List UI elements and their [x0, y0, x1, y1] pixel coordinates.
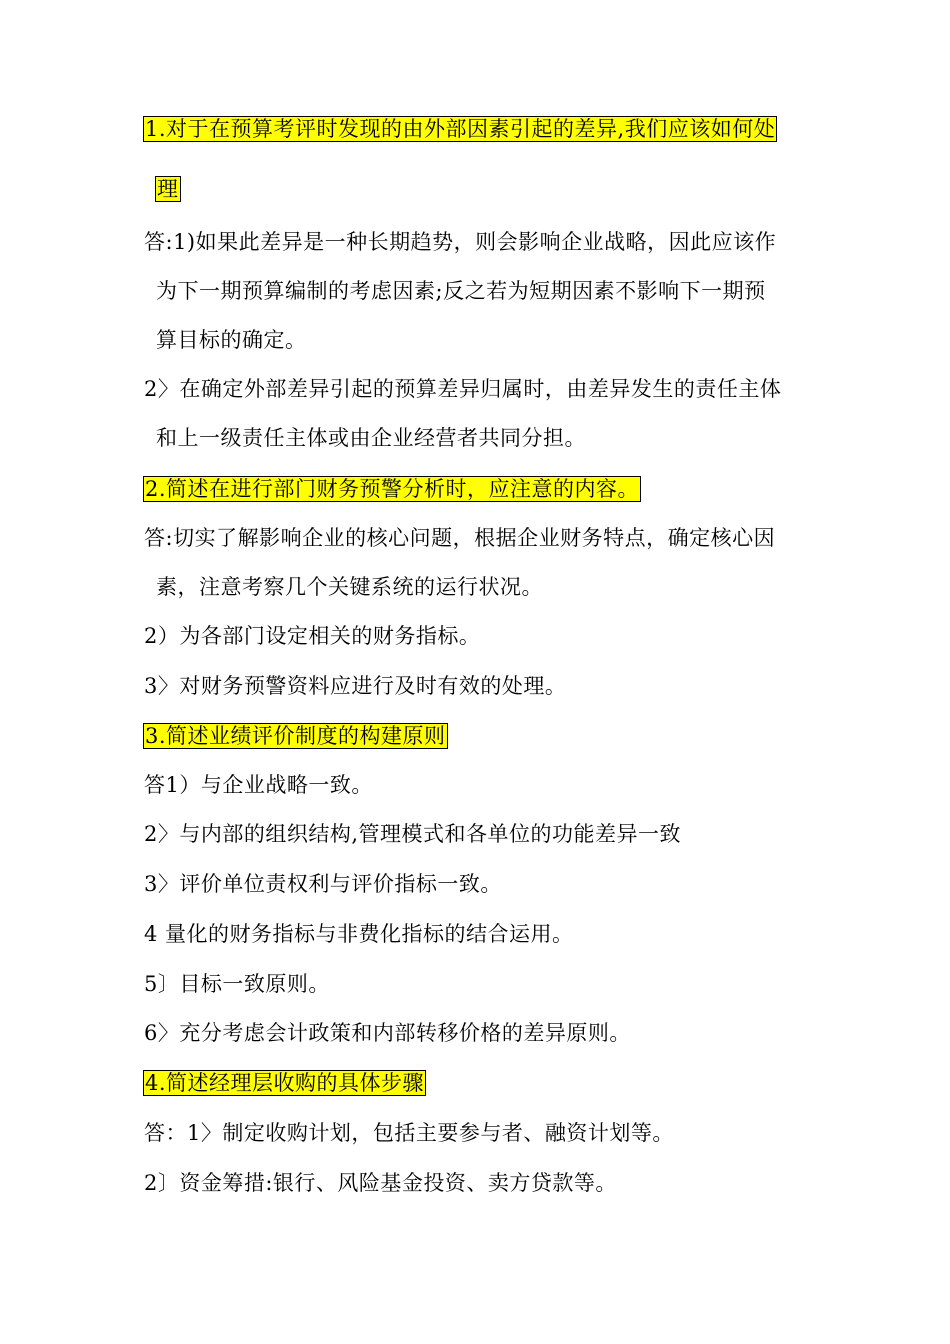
question-1-title-cont — [156, 174, 180, 204]
answer-3-line-5: 5〕目标一致原则。 — [144, 972, 330, 996]
answer-1-line-5: 和上一级责任主体或由企业经营者共同分担。 — [156, 426, 586, 450]
answer-1-line-4: 2〉在确定外部差异引起的预算差异归属时，由差异发生的责任主体 — [144, 377, 782, 401]
question-1-title-line-2: 理 — [157, 177, 179, 201]
answer-4-line-1: 答：1〉制定收购计划，包括主要参与者、融资计划等。 — [144, 1121, 674, 1145]
answer-1-line-3: 算目标的确定。 — [156, 328, 307, 352]
answer-1-line-1: 答:1)如果此差异是一种长期趋势，则会影响企业战略，因此应该作 — [144, 230, 777, 254]
answer-1-line-2: 为下一期预算编制的考虑因素;反之若为短期因素不影响下一期预 — [156, 279, 766, 303]
answer-2-line-4: 3〉对财务预警资料应进行及时有效的处理。 — [144, 674, 567, 698]
question-1-title — [144, 114, 776, 144]
question-4-title — [144, 1068, 425, 1098]
answer-2-line-1: 答:切实了解影响企业的核心问题，根据企业财务特点，确定核心因 — [144, 526, 776, 550]
question-3-title-line-1: 3.简述业绩评价制度的构建原则 — [145, 724, 446, 748]
answer-3-line-3: 3〉评价单位责权利与评价指标一致。 — [144, 872, 502, 896]
question-1-title-line-1: 1.对于在预算考评时发现的由外部因素引起的差异,我们应该如何处 — [145, 117, 776, 141]
answer-3-line-4: 4 量化的财务指标与非费化指标的结合运用。 — [144, 922, 574, 946]
question-2-title-line-1: 2.简述在进行部门财务预警分析时，应注意的内容。 — [145, 477, 640, 501]
question-4-title-line-1: 4.简述经理层收购的具体步骤 — [145, 1071, 425, 1095]
question-2-title — [144, 474, 640, 504]
answer-2-line-2: 素，注意考察几个关键系统的运行状况。 — [156, 575, 543, 599]
question-3-title — [144, 721, 447, 751]
answer-3-line-2: 2〉与内部的组织结构,管理模式和各单位的功能差异一致 — [144, 822, 682, 846]
answer-3-line-1: 答1）与企业战略一致。 — [144, 773, 373, 797]
answer-2-line-3: 2）为各部门设定相关的财务指标。 — [144, 624, 481, 648]
answer-4-line-2: 2〕资金筹措:银行、风险基金投资、卖方贷款等。 — [144, 1171, 617, 1195]
answer-3-line-6: 6〉充分考虑会计政策和内部转移价格的差异原则。 — [144, 1021, 631, 1045]
